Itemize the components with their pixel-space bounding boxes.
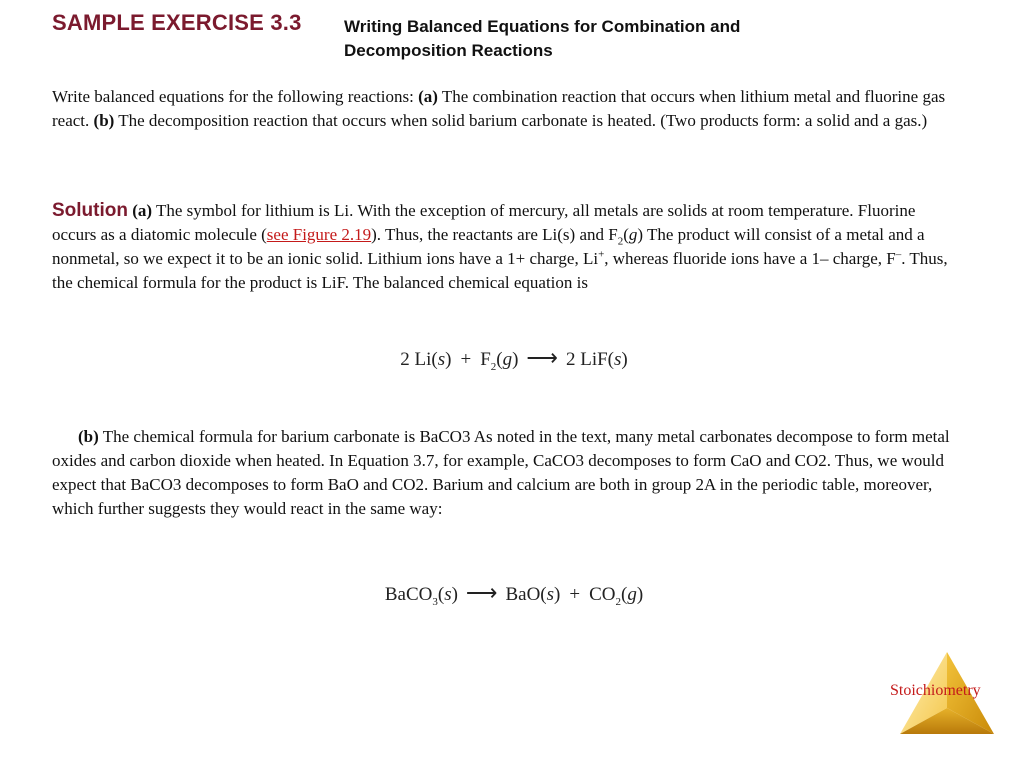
f-charge: – (895, 248, 902, 261)
eq2-lhs-state: s (444, 584, 452, 605)
eq2-lhs-sub: 3 (432, 595, 438, 608)
f2-close: ) (637, 225, 644, 244)
eq1-lhs2-open: ( (496, 349, 503, 370)
eq2-lhs-open: ( (437, 584, 445, 605)
problem-b-text: The decomposition reaction that occurs when solid barium carbonate is heated. (Two products form: a solid and a gas.) (114, 111, 928, 130)
subtitle-line2: Decomposition Reactions (344, 41, 553, 60)
eq2-rhs2-close: ) (636, 584, 644, 605)
solution-text1: The symbol for lithium is Li. With the exception of mercury, all metals are solids at room temperature. Fluorine occurs as a diatomic molecule ( (52, 201, 916, 244)
eq2-rhs2-sub: 2 (615, 595, 621, 608)
solution-text4: , whereas fluoride ions have a 1– charge, F (604, 249, 896, 268)
eq2-rhs1: BaO( (505, 584, 547, 605)
eq1-lhs1-state: s (437, 349, 446, 370)
equation-lithium-fluoride (2, 345, 1024, 371)
f2-open: ( (623, 225, 629, 244)
li-charge: + (598, 248, 605, 261)
solution-part-a (52, 199, 952, 295)
part-b-label: (b) (78, 427, 99, 446)
subtitle-line1: Writing Balanced Equations for Combination and (344, 17, 741, 36)
reaction-arrow-icon: ⟶ (526, 345, 558, 370)
eq1-rhs-state: s (614, 349, 622, 370)
exercise-title: SAMPLE EXERCISE 3.3 (52, 10, 302, 35)
solution-text3: The product will consist of a metal and a nonmetal, so we expect it to be an ionic solid. Lithium ions have a 1+ charge, Li (52, 225, 925, 268)
f2-state: g (628, 225, 638, 244)
eq1-lhs1-close: ) (445, 349, 452, 370)
eq1-lhs2: F (480, 349, 491, 370)
figure-link[interactable]: see Figure 2.19 (266, 225, 372, 244)
eq1-lhs2-sub: 2 (490, 360, 497, 373)
solution-label: Solution (52, 200, 128, 221)
solution-a-label: (a) (132, 201, 153, 220)
eq1-lhs2-state: g (502, 349, 513, 370)
eq1-lhs1: 2 Li( (400, 349, 438, 370)
eq2-lhs: BaCO (384, 584, 433, 605)
problem-b-label: (b) (93, 111, 115, 130)
solution-text2: ). Thus, the reactants are Li(s) and F (371, 225, 618, 244)
f2-subscript: 2 (617, 235, 624, 248)
solution-part-b (52, 425, 952, 521)
eq2-rhs2: CO (589, 584, 616, 605)
solution-text5: . Thus, the chemical formula for the product is LiF. The balanced chemical equation is (52, 249, 948, 292)
problem-statement (52, 85, 952, 133)
eq1-plus: + (460, 349, 472, 370)
problem-intro: Write balanced equations for the following reactions: (52, 87, 419, 106)
eq1-rhs-close: ) (621, 349, 628, 370)
logo-label: Stoichiometry (890, 682, 981, 699)
eq2-rhs2-open: ( (620, 584, 628, 605)
eq2-rhs1-close: ) (554, 584, 561, 605)
eq1-lhs2-close: ) (512, 349, 519, 370)
equation-barium-carbonate (2, 580, 1024, 606)
eq2-rhs1-state: s (546, 584, 555, 605)
reaction-arrow-icon: ⟶ (465, 580, 498, 605)
problem-a-label: (a) (418, 87, 438, 106)
eq2-lhs-close: ) (451, 584, 458, 605)
exercise-subtitle (344, 15, 864, 63)
eq2-rhs2-state: g (627, 584, 637, 605)
part-b-text: The chemical formula for barium carbonate is BaCO3 As noted in the text, many metal carbonates decompose to form metal oxides and carbon dioxide when heated. In Equation 3.7, for example, CaCO3 decomposes to form CaO and CO2. Thus, we would expect that BaCO3 decomposes to form BaO and CO2. Barium and calcium are both in group 2A in the periodic table, moreover, which further suggests they would react in the same way: (52, 427, 950, 518)
eq2-plus: + (569, 584, 581, 605)
problem-a-text: The combination reaction that occurs when lithium metal and fluorine gas react. (52, 87, 946, 130)
eq1-rhs: 2 LiF( (565, 349, 614, 370)
